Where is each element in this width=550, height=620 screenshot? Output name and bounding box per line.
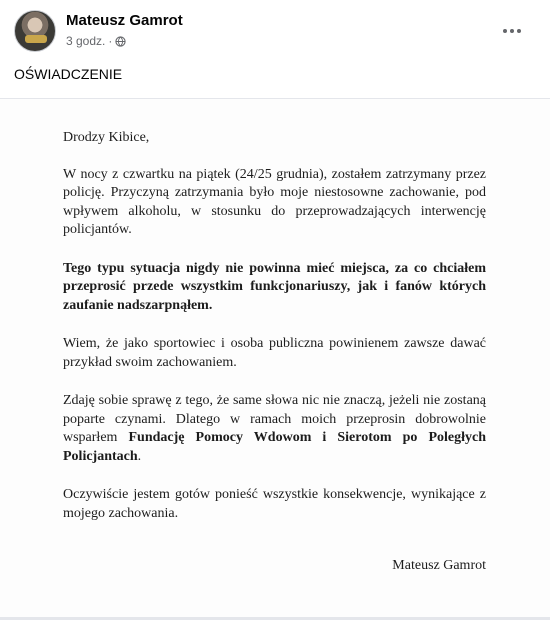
letter-paragraph-1: W nocy z czwartku na piątek (24/25 grudnia), zostałem zatrzymany przez policję. Przyczyną zatrzymania było moje niestosowne zachowanie, pod wpływem alkoholu, w stosunku do przeprowadzających interwencję policjantów. (63, 166, 486, 237)
letter-signature: Mateusz Gamrot (392, 558, 486, 573)
letter-paragraph-4-text: Zdaję sobie sprawę z tego, że same słowa nic nie znaczą, jeżeli nie zostaną poparte czynami. Dlatego w ramach moich przeprosin dobrowolnie wsparłem (63, 393, 486, 445)
more-options-button[interactable] (494, 18, 530, 44)
post-header (0, 0, 550, 64)
avatar-belt-detail (25, 35, 47, 43)
letter-paragraph-apology: Tego typu sytuacja nigdy nie powinna mieć miejsca, za co chciałem przeprosić przede wszystkim funkcjonariuszy, jak i fanów których zaufanie nadszarpnąłem. (63, 260, 486, 313)
foundation-name: Fundację Pomocy Wdowom i Sierotom po Poległych Policjantach (63, 430, 486, 464)
letter-paragraph-3: Wiem, że jako sportowiec i osoba publiczna powinienem zawsze dawać przykład swoim zachowaniem. (63, 336, 486, 370)
statement-image[interactable] (0, 98, 550, 620)
meta-separator: · (108, 34, 113, 48)
statement-letter (63, 129, 486, 543)
letter-paragraph-5: Oczywiście jestem gotów ponieść wszystkie konsekwencje, wynikające z mojego zachowania. (63, 487, 486, 521)
letter-paragraph-4 (63, 392, 486, 466)
post-timestamp[interactable]: 3 godz. (66, 34, 106, 48)
more-options-icon (510, 29, 514, 33)
more-options-icon (517, 29, 521, 33)
more-options-icon (503, 29, 507, 33)
author-avatar[interactable] (14, 10, 56, 52)
letter-greeting: Drodzy Kibice, (63, 130, 150, 145)
post-meta (66, 34, 126, 48)
author-name[interactable]: Mateusz Gamrot (66, 12, 183, 29)
letter-paragraph-4-end: . (137, 448, 142, 464)
post-text: OŚWIADCZENIE (14, 66, 123, 82)
globe-icon[interactable] (115, 36, 126, 47)
